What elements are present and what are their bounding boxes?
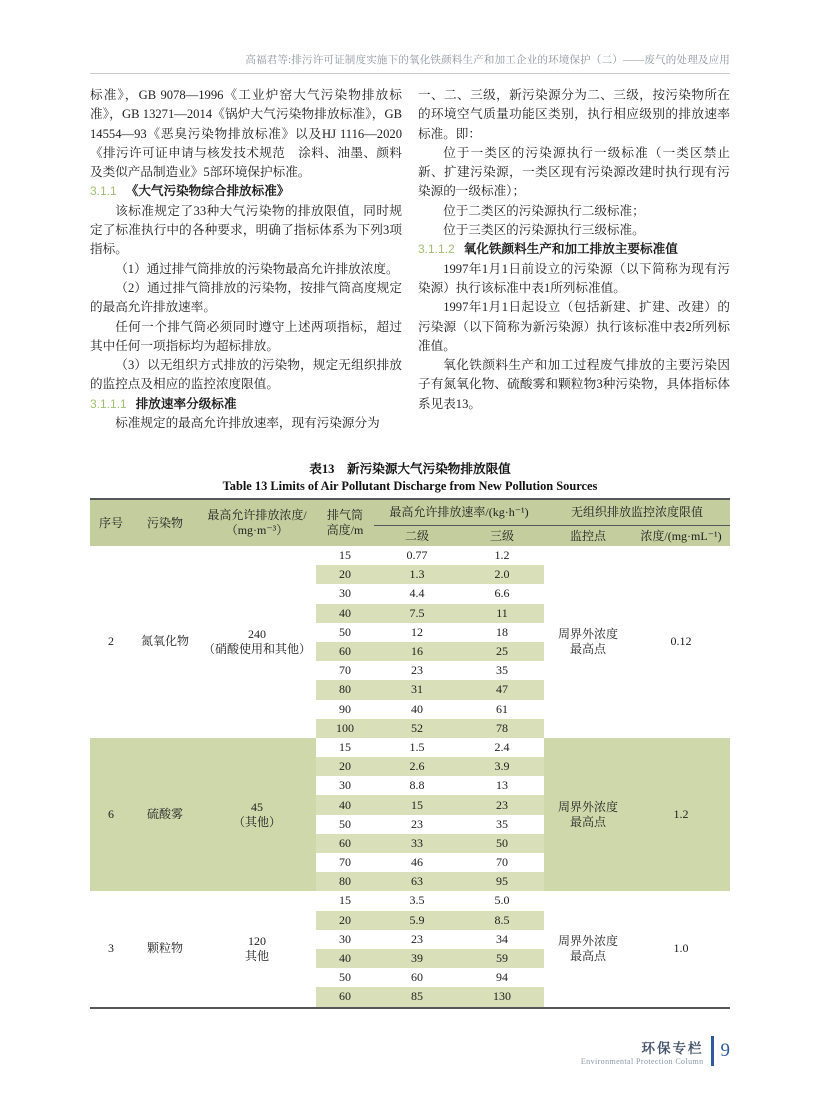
concentration-cell	[198, 546, 316, 738]
rate-level3-cell: 50	[460, 834, 544, 853]
rate-level2-cell: 5.9	[374, 911, 460, 930]
rate-level3-cell: 6.6	[460, 584, 544, 603]
stack-height-cell: 20	[316, 911, 374, 930]
col-header-seq: 序号	[90, 499, 132, 546]
rate-level3-cell: 1.2	[460, 546, 544, 565]
limits-table	[90, 498, 730, 1009]
left-column	[90, 86, 402, 433]
paragraph: 位于一类区的污染源执行一级标准（一类区禁止新、扩建污染源，一类区现有污染源改建时执行现有污染源的一级标准）；	[418, 145, 730, 199]
rate-level3-cell: 2.0	[460, 565, 544, 584]
rate-level2-cell: 7.5	[374, 604, 460, 623]
stack-height-cell: 20	[316, 565, 374, 584]
paragraph: 一、二、三级，新污染源分为二、三级，按污染物所在的环境空气质量功能区类别，执行相应级别的排放速率标准。即：	[418, 88, 730, 141]
rate-level3-cell: 13	[460, 776, 544, 795]
rate-level3-cell: 18	[460, 623, 544, 642]
stack-height-cell: 60	[316, 642, 374, 661]
header-row	[90, 499, 730, 526]
paragraph: （2）通过排气筒排放的污染物，按排气筒高度规定的最高允许排放速率。	[90, 280, 402, 315]
stack-height-cell: 40	[316, 949, 374, 968]
rate-level2-cell: 2.6	[374, 757, 460, 776]
rate-level2-cell: 3.5	[374, 891, 460, 910]
rate-level2-cell: 31	[374, 680, 460, 699]
rate-level2-cell: 23	[374, 815, 460, 834]
footer-divider-bar	[711, 1036, 714, 1066]
rate-level2-cell: 60	[374, 968, 460, 987]
paragraph: 1997年1月1日起设立（包括新建、扩建、改建）的污染源（以下简称为新污染源）执行该标准中表2所列标准值。	[418, 300, 730, 353]
rate-level3-cell: 47	[460, 680, 544, 699]
table-row	[90, 738, 730, 757]
rate-level3-cell: 35	[460, 661, 544, 680]
rate-level2-cell: 15	[374, 795, 460, 814]
rate-level2-cell: 1.3	[374, 565, 460, 584]
rate-level3-cell: 95	[460, 872, 544, 891]
monitor-point-cell	[544, 738, 632, 892]
rate-level2-cell: 8.8	[374, 776, 460, 795]
pollutant-cell: 氮氧化物	[140, 634, 189, 649]
section-number: 3.1.1	[90, 184, 117, 199]
cell-line: （其他）	[232, 814, 281, 829]
seq-cell: 2	[108, 634, 114, 649]
cell-line: 240	[248, 626, 266, 641]
cell-line: 最高点	[570, 641, 607, 656]
section-title: 氧化铁颜料生产和加工排放主要标准值	[463, 242, 678, 257]
header-rule	[90, 73, 730, 74]
col-header-fugitive-span: 无组织排放监控浓度限值	[544, 499, 730, 526]
rate-level2-cell: 40	[374, 700, 460, 719]
table-header	[90, 499, 730, 546]
col-header-rate-span: 最高允许排放速率/(kg·h⁻¹)	[374, 499, 544, 526]
section-number: 3.1.1.1	[90, 396, 127, 411]
rate-level3-cell: 94	[460, 968, 544, 987]
rate-level2-cell: 85	[374, 987, 460, 1007]
rate-level3-cell: 70	[460, 853, 544, 872]
rate-level2-cell: 46	[374, 853, 460, 872]
monitor-limit-cell: 1.2	[632, 738, 730, 892]
stack-height-cell: 15	[316, 891, 374, 910]
rate-level3-cell: 5.0	[460, 891, 544, 910]
rate-level2-cell: 39	[374, 949, 460, 968]
monitor-limit-cell: 0.12	[670, 634, 692, 649]
rate-level3-cell: 8.5	[460, 911, 544, 930]
cell-line: 其他	[244, 948, 269, 963]
section-title: 排放速率分级标准	[135, 396, 237, 411]
section-heading-3-1-1-2	[418, 240, 730, 259]
pollutant-cell: 颗粒物	[146, 941, 183, 956]
rate-level3-cell: 11	[460, 604, 544, 623]
rate-level2-cell: 63	[374, 872, 460, 891]
header-line: 最高允许排放浓度/	[207, 508, 307, 522]
rate-level3-cell: 2.4	[460, 738, 544, 757]
stack-height-cell: 30	[316, 930, 374, 949]
seq-cell: 6	[90, 738, 132, 892]
rate-level3-cell: 35	[460, 815, 544, 834]
stack-height-cell: 60	[316, 987, 374, 1007]
stack-height-cell: 70	[316, 661, 374, 680]
stack-height-cell: 15	[316, 738, 374, 757]
table-body	[90, 546, 730, 1008]
running-header: 高福君等:排污许可证制度实施下的氧化铁颜料生产和加工企业的环境保护（二）——废气的处理及应用	[245, 55, 730, 66]
cell-line: 周界外浓度	[558, 626, 619, 641]
stack-height-cell: 50	[316, 815, 374, 834]
paragraph: 位于三类区的污染源执行三级标准。	[443, 223, 645, 238]
paragraph: 标准规定的最高允许排放速率，现有污染源分为	[115, 416, 380, 431]
table-row	[90, 891, 730, 910]
stack-height-cell: 70	[316, 853, 374, 872]
rate-level2-cell: 16	[374, 642, 460, 661]
rate-level2-cell: 4.4	[374, 584, 460, 603]
stack-height-cell: 50	[316, 968, 374, 987]
paragraph: （1）通过排气筒排放的污染物最高允许排放浓度。	[115, 261, 399, 276]
stack-height-cell: 20	[316, 757, 374, 776]
cell-line: 周界外浓度	[558, 933, 619, 948]
cell-line: （硝酸使用和其他）	[202, 641, 311, 656]
table-title-en: Table 13 Limits of Air Pollutant Discharge from New Pollution Sources	[222, 479, 598, 493]
table-13-block	[90, 458, 730, 1009]
col-header-stack-height	[316, 499, 374, 546]
rate-level2-cell: 52	[374, 719, 460, 738]
rate-level3-cell: 3.9	[460, 757, 544, 776]
rate-level3-cell: 25	[460, 642, 544, 661]
concentration-cell	[198, 891, 316, 1007]
rate-level3-cell: 59	[460, 949, 544, 968]
rate-level3-cell: 61	[460, 700, 544, 719]
section-number: 3.1.1.2	[418, 242, 455, 257]
rate-level2-cell: 33	[374, 834, 460, 853]
table-row	[90, 546, 730, 565]
rate-level2-cell: 0.77	[374, 546, 460, 565]
monitor-point-cell	[544, 891, 632, 1007]
concentration-cell	[198, 738, 316, 892]
col-header-monitor-conc: 浓度/(mg·mL⁻¹)	[632, 526, 730, 547]
monitor-point-cell	[544, 546, 632, 738]
paragraph: 标准》，GB 9078—1996《工业炉窑大气污染物排放标准》，GB 13271—2014《锅炉大气污染物排放标准》，GB 14554—93《恶臭污染物排放标准》以及HJ 1116—2020《排污许可证申请与核发技术规范 涂料、油墨、颜料及类似产品制造业》5部环境保护标准。	[90, 88, 402, 180]
col-header-concentration	[198, 499, 316, 546]
cell-line: 最高点	[570, 948, 607, 963]
stack-height-cell: 60	[316, 834, 374, 853]
stack-height-cell: 50	[316, 623, 374, 642]
page-footer	[90, 1036, 730, 1066]
rate-level2-cell: 23	[374, 930, 460, 949]
paragraph: 1997年1月1日前设立的污染源（以下简称为现有污染源）执行该标准中表1所列标准值。	[418, 261, 730, 295]
paragraph: 任何一个排气筒必须同时遵守上述两项指标，超过其中任何一项指标均为超标排放。	[90, 319, 402, 353]
col-header-pollutant: 污染物	[132, 499, 198, 546]
section-title: 《大气污染物综合排放标准》	[125, 184, 290, 199]
paragraph: 该标准规定了33种大气污染物的排放限值，同时规定了标准执行中的各种要求，明确了指标体系为下列3项指标。	[90, 203, 402, 257]
stack-height-cell: 80	[316, 872, 374, 891]
stack-height-cell: 100	[316, 719, 374, 738]
stack-height-cell: 30	[316, 776, 374, 795]
footer-column-labels	[581, 1037, 704, 1066]
seq-cell: 3	[108, 941, 114, 956]
stack-height-cell: 30	[316, 584, 374, 603]
stack-height-cell: 15	[316, 546, 374, 565]
col-header-level3: 三级	[460, 526, 544, 547]
page-number: 9	[720, 1040, 730, 1061]
stack-height-cell: 90	[316, 700, 374, 719]
stack-height-cell: 80	[316, 680, 374, 699]
rate-level2-cell: 12	[374, 623, 460, 642]
stack-height-cell: 40	[316, 604, 374, 623]
header-line: 排气筒	[326, 508, 363, 522]
header-line: （mg·m⁻³）	[225, 523, 289, 537]
rate-level3-cell: 78	[460, 719, 544, 738]
table-title-cn: 表13 新污染源大气污染物排放限值	[309, 462, 511, 476]
cell-line: 最高点	[570, 814, 607, 829]
paragraph: 氧化铁颜料生产和加工过程废气排放的主要污染因子有氮氧化物、硫酸雾和颗粒物3种污染物，具体指标体系见表13。	[418, 358, 730, 411]
paragraph: （3）以无组织方式排放的污染物，规定无组织排放的监控点及相应的监控浓度限值。	[90, 358, 402, 392]
section-heading-3-1-1-1	[90, 395, 402, 414]
section-heading-3-1-1	[90, 182, 402, 201]
rate-level2-cell: 1.5	[374, 738, 460, 757]
header-line: 高度/m	[326, 523, 364, 537]
paragraph: 位于二类区的污染源执行二级标准；	[443, 203, 645, 218]
stack-height-cell: 40	[316, 795, 374, 814]
cell-line: 周界外浓度	[558, 799, 619, 814]
rate-level3-cell: 34	[460, 930, 544, 949]
col-header-monitor-point: 监控点	[544, 526, 632, 547]
column-name-cn: 环保专栏	[641, 1040, 704, 1056]
col-header-level2: 二级	[374, 526, 460, 547]
cell-line: 120	[248, 933, 266, 948]
cell-line: 45	[251, 799, 263, 814]
rate-level3-cell: 23	[460, 795, 544, 814]
rate-level2-cell: 23	[374, 661, 460, 680]
pollutant-cell: 硫酸雾	[132, 738, 198, 892]
rate-level3-cell: 130	[460, 987, 544, 1007]
column-name-en: Environmental Protection Column	[580, 1056, 704, 1066]
monitor-limit-cell: 1.0	[673, 941, 689, 956]
right-column	[418, 86, 730, 414]
